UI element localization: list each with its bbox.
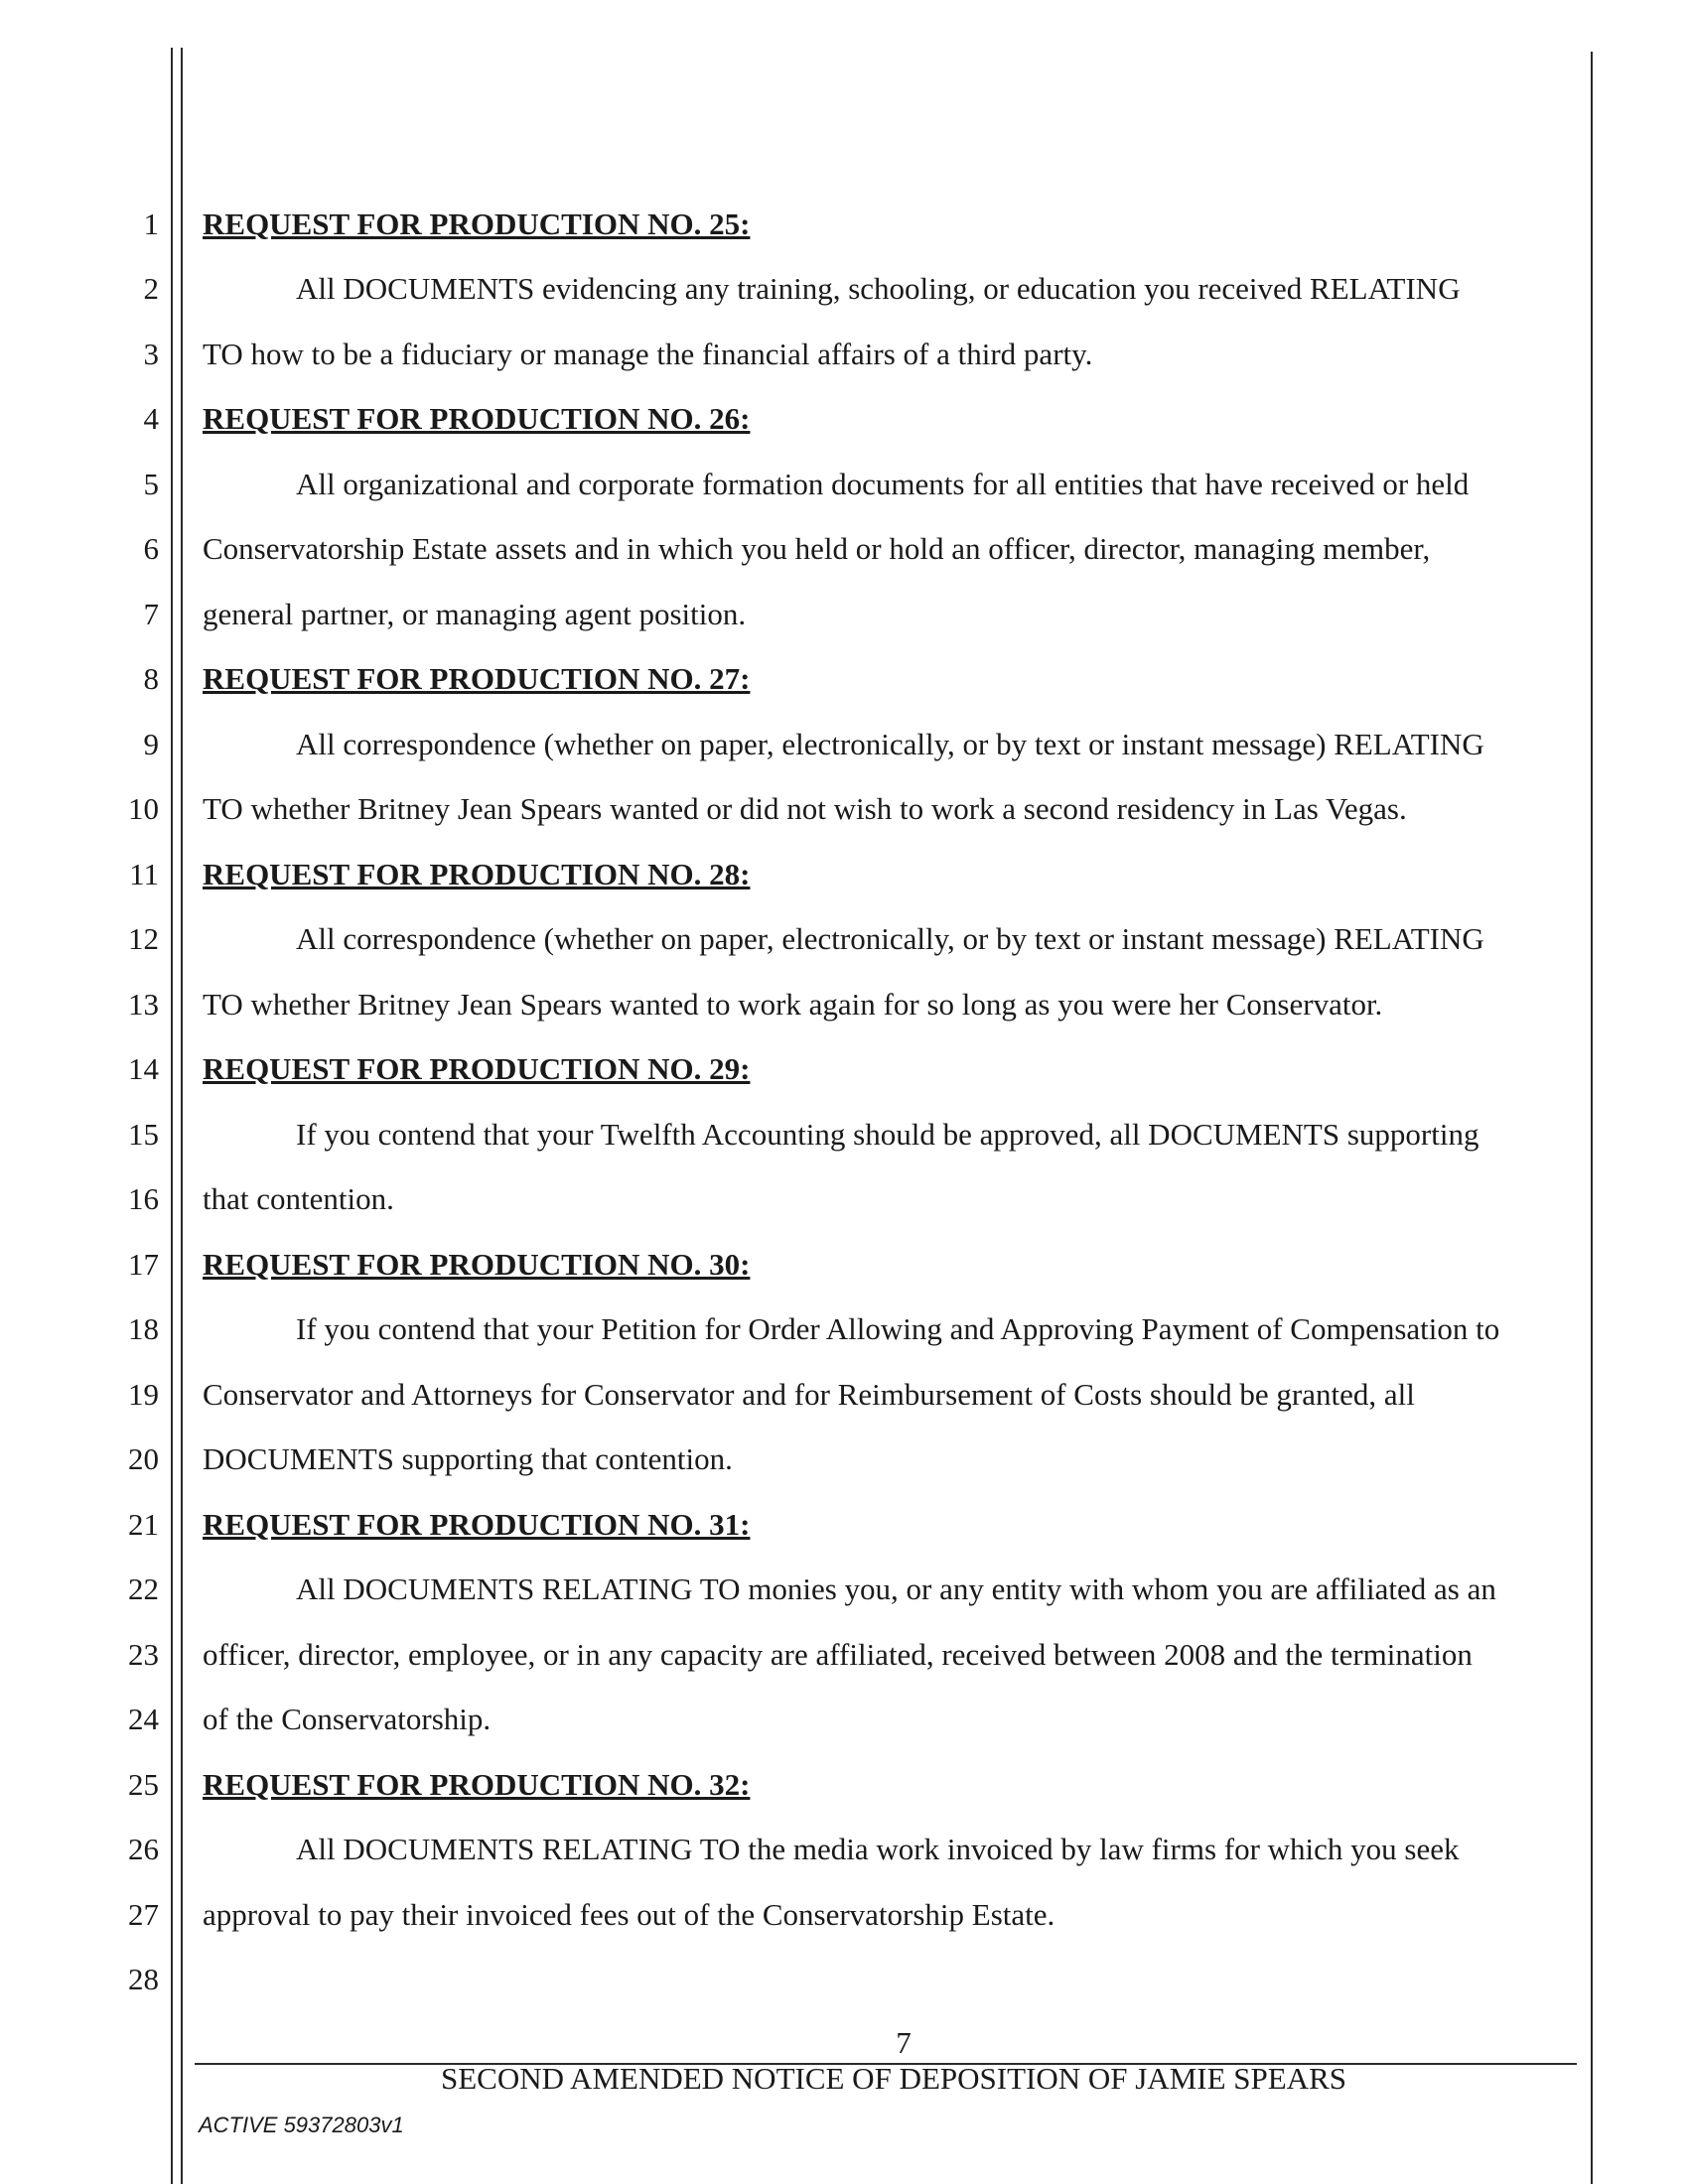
line-number: 1 — [143, 206, 159, 241]
line-number: 12 — [128, 921, 159, 956]
request-text-line: TO how to be a fiduciary or manage the financial affairs of a third party. — [203, 337, 1093, 371]
line-number: 8 — [143, 661, 159, 696]
line-number: 3 — [143, 337, 159, 371]
request-heading: REQUEST FOR PRODUCTION NO. 28: — [203, 857, 751, 891]
request-heading: REQUEST FOR PRODUCTION NO. 30: — [203, 1247, 751, 1282]
line-number: 19 — [128, 1377, 159, 1412]
left-margin-rule-inner — [181, 48, 183, 2184]
request-text-line: If you contend that your Twelfth Accounting should be approved, all DOCUMENTS supporting — [296, 1117, 1479, 1152]
line-number: 20 — [128, 1441, 159, 1476]
line-number: 17 — [128, 1247, 159, 1282]
line-number: 27 — [128, 1897, 159, 1932]
request-text-line: All DOCUMENTS RELATING TO monies you, or any entity with whom you are affiliated as an — [296, 1571, 1496, 1606]
line-number: 11 — [129, 857, 159, 891]
left-margin-rule-outer — [171, 48, 173, 2184]
request-heading: REQUEST FOR PRODUCTION NO. 25: — [203, 206, 751, 241]
request-text-line: that contention. — [203, 1181, 394, 1216]
line-number: 15 — [128, 1117, 159, 1152]
line-number: 9 — [143, 727, 159, 761]
page-number: 7 — [896, 2025, 912, 2060]
line-number: 13 — [128, 987, 159, 1022]
request-text-line: officer, director, employee, or in any capacity are affiliated, received between 2008 and the termination — [203, 1637, 1473, 1672]
line-number: 24 — [128, 1702, 159, 1736]
right-margin-rule — [1591, 52, 1593, 2184]
request-text-line: All correspondence (whether on paper, electronically, or by text or instant message) RELATING — [296, 921, 1484, 956]
request-text-line: All DOCUMENTS evidencing any training, schooling, or education you received RELATING — [296, 271, 1461, 306]
line-number: 26 — [128, 1832, 159, 1866]
line-number: 25 — [128, 1767, 159, 1802]
line-number: 23 — [128, 1637, 159, 1672]
request-text-line: approval to pay their invoiced fees out of the Conservatorship Estate. — [203, 1897, 1055, 1932]
line-number: 22 — [128, 1571, 159, 1606]
request-heading: REQUEST FOR PRODUCTION NO. 29: — [203, 1051, 751, 1086]
request-text-line: DOCUMENTS supporting that contention. — [203, 1441, 733, 1476]
line-number: 10 — [128, 791, 159, 826]
request-text-line: TO whether Britney Jean Spears wanted or did not wish to work a second residency in Las Vegas. — [203, 791, 1407, 826]
line-number: 16 — [128, 1181, 159, 1216]
request-text-line: TO whether Britney Jean Spears wanted to work again for so long as you were her Conservator. — [203, 987, 1383, 1022]
document-id: ACTIVE 59372803v1 — [199, 2113, 404, 2137]
request-text-line: general partner, or managing agent position. — [203, 597, 747, 631]
request-text-line: Conservatorship Estate assets and in which you held or hold an officer, director, managing member, — [203, 531, 1431, 566]
line-number: 28 — [128, 1962, 159, 1996]
request-heading: REQUEST FOR PRODUCTION NO. 26: — [203, 401, 751, 436]
request-text-line: All DOCUMENTS RELATING TO the media work invoiced by law firms for which you seek — [296, 1832, 1460, 1866]
request-text-line: If you contend that your Petition for Order Allowing and Approving Payment of Compensation to — [296, 1311, 1500, 1346]
request-text-line: All organizational and corporate formation documents for all entities that have received or held — [296, 467, 1470, 501]
request-heading: REQUEST FOR PRODUCTION NO. 27: — [203, 661, 751, 696]
request-text-line: All correspondence (whether on paper, electronically, or by text or instant message) RELATING — [296, 727, 1484, 761]
line-number: 5 — [143, 467, 159, 501]
line-number: 2 — [143, 271, 159, 306]
request-heading: REQUEST FOR PRODUCTION NO. 32: — [203, 1767, 751, 1802]
line-number: 21 — [128, 1507, 159, 1542]
request-text-line: Conservator and Attorneys for Conservator and for Reimbursement of Costs should be granted, all — [203, 1377, 1415, 1412]
line-number: 18 — [128, 1311, 159, 1346]
footer-title: SECOND AMENDED NOTICE OF DEPOSITION OF JAMIE SPEARS — [441, 2061, 1346, 2096]
line-number: 7 — [143, 597, 159, 631]
line-number: 6 — [143, 531, 159, 566]
line-number: 4 — [143, 401, 159, 436]
line-number: 14 — [128, 1051, 159, 1086]
request-heading: REQUEST FOR PRODUCTION NO. 31: — [203, 1507, 751, 1542]
request-text-line: of the Conservatorship. — [203, 1702, 492, 1736]
